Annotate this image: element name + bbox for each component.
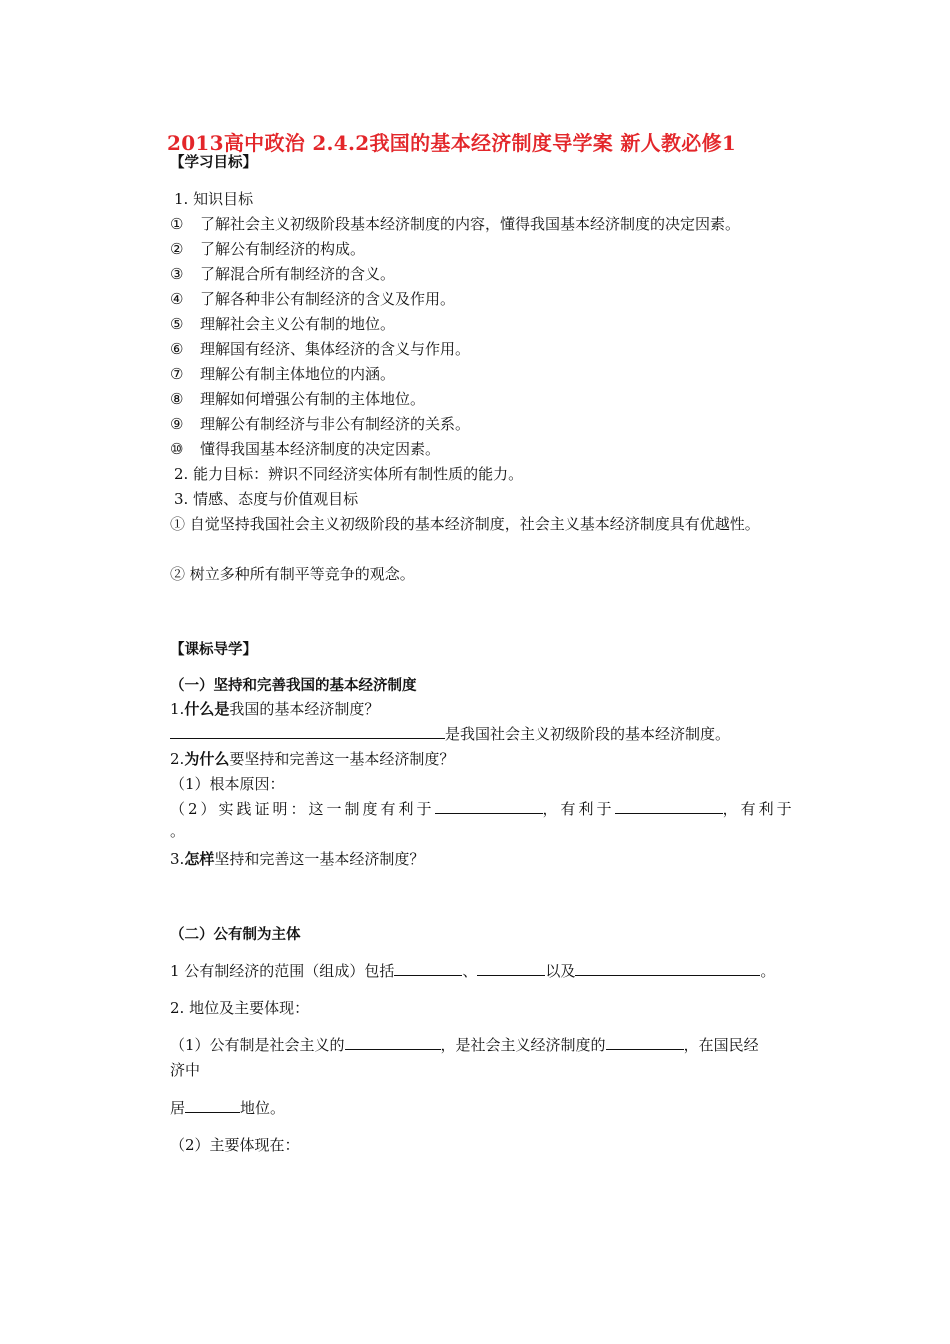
blank-line[interactable] (615, 799, 723, 814)
question-2: 2.为什么要坚持和完善这一基本经济制度？ (170, 750, 455, 768)
emotion-goal-1: ① 自觉坚持我国社会主义初级阶段的基本经济制度，社会主义基本经济制度具有优越性。 (170, 515, 760, 533)
subsection-heading-2: （二）公有制为主体 (170, 927, 301, 943)
blank-line[interactable] (477, 961, 545, 976)
question-2-answer-1: （1）根本原因： (170, 775, 285, 793)
blank-line[interactable] (185, 1098, 240, 1113)
blank-line[interactable] (394, 961, 462, 976)
status-heading: 2. 地位及主要体现： (170, 999, 310, 1017)
question-2-answer-2: （2）实践证明：这一制度有利于 ，有利于 ，有利于 (170, 800, 795, 818)
knowledge-goals-title: 1. 知识目标 (174, 190, 254, 208)
page-title: 2013高中政治 2.4.2我国的基本经济制度导学案 新人教必修1 (167, 131, 737, 155)
blank-line[interactable] (435, 799, 543, 814)
emotion-goals-title: 3. 情感、态度与价值观目标 (174, 490, 359, 508)
list-item: ③ 了解混合所有制经济的含义。 (170, 265, 396, 283)
blank-line[interactable] (345, 1035, 441, 1050)
question-3: 3.怎样坚持和完善这一基本经济制度？ (170, 850, 425, 868)
list-item: ⑥ 理解国有经济、集体经济的含义与作用。 (170, 340, 471, 358)
status-line-1: （1）公有制是社会主义的 ，是社会主义经济制度的 ，在国民经 (170, 1036, 759, 1054)
blank-line[interactable] (606, 1035, 684, 1050)
blank-line[interactable] (575, 961, 760, 976)
section-heading-learning-goals: 【学习目标】 (170, 155, 257, 171)
question-1-answer: 是我国社会主义初级阶段的基本经济制度。 (170, 723, 730, 744)
emotion-goal-2: ② 树立多种所有制平等竞争的观念。 (170, 565, 415, 583)
list-item: ⑨ 理解公有制经济与非公有制经济的关系。 (170, 415, 471, 433)
list-item: ② 了解公有制经济的构成。 (170, 240, 366, 258)
list-item: ⑦ 理解公有制主体地位的内涵。 (170, 365, 396, 383)
blank-line[interactable] (170, 724, 445, 739)
list-item: ① 了解社会主义初级阶段基本经济制度的内容，懂得我国基本经济制度的决定因素。 (170, 215, 741, 233)
list-item: ④ 了解各种非公有制经济的含义及作用。 (170, 290, 456, 308)
list-item: ⑩ 懂得我国基本经济制度的决定因素。 (170, 440, 441, 458)
question-1: 1.什么是我国的基本经济制度？ (170, 700, 380, 718)
question-2-tail: 。 (170, 822, 186, 840)
section-heading-guide: 【课标导学】 (170, 642, 257, 658)
list-item: ⑤ 理解社会主义公有制的地位。 (170, 315, 396, 333)
status-line-2: 济中 (170, 1061, 201, 1079)
embodiment-heading: （2）主要体现在： (170, 1136, 300, 1154)
list-item: ⑧ 理解如何增强公有制的主体地位。 (170, 390, 426, 408)
ability-goal: 2. 能力目标：辨识不同经济实体所有制性质的能力。 (174, 465, 524, 483)
status-line-3: 居 地位。 (170, 1099, 286, 1117)
public-ownership-scope: 1 公有制经济的范围（组成）包括 、 以及 。 (170, 962, 776, 980)
subsection-heading-1: （一）坚持和完善我国的基本经济制度 (170, 678, 417, 694)
